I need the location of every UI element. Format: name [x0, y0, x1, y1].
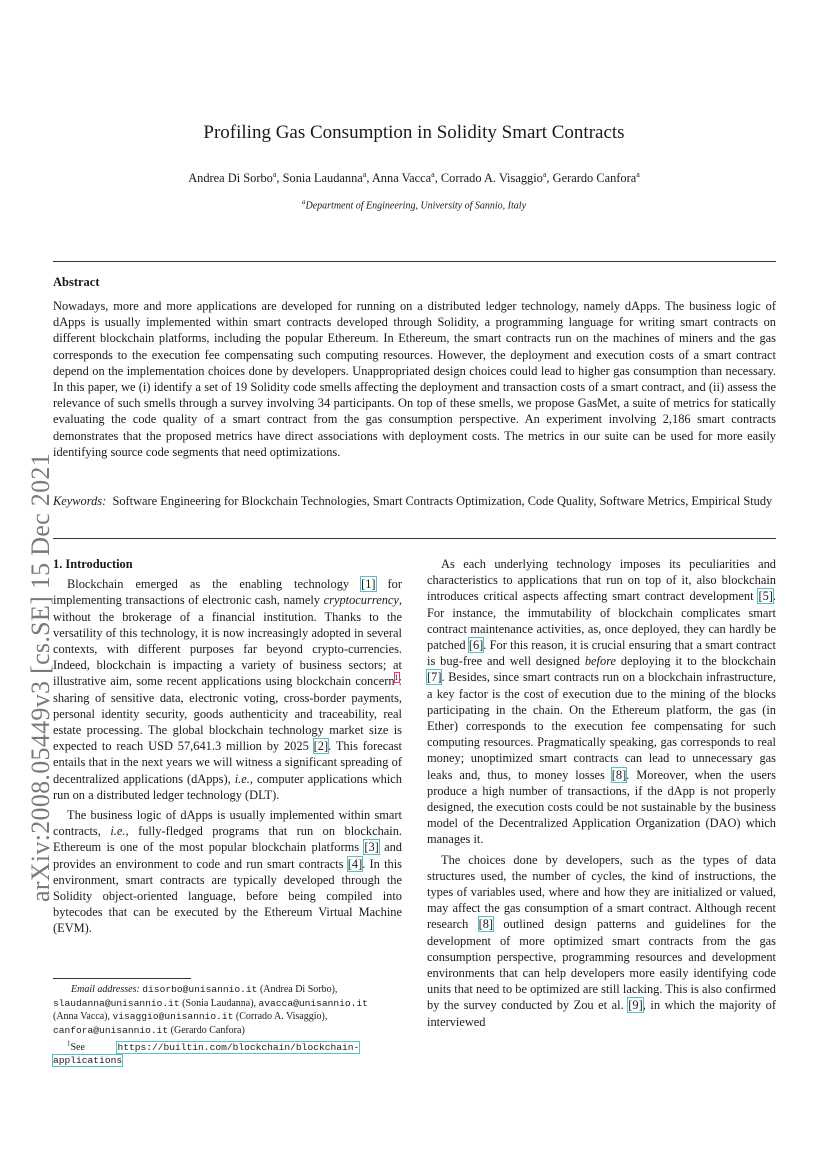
author-affil-mark: a — [272, 170, 277, 179]
paper-title: Profiling Gas Consumption in Solidity Smart Contracts — [203, 122, 625, 143]
citation-link[interactable]: [1] — [361, 577, 376, 592]
author-name: Gerardo Canfora — [552, 171, 637, 186]
citation-link[interactable]: [6] — [468, 638, 484, 653]
affiliation — [0, 198, 828, 211]
email-address[interactable]: avacca@unisannio.it — [258, 997, 368, 1009]
footnotes: Email addresses: disorbo@unisannio.it (Andrea Di Sorbo), slaudanna@unisannio.it (Sonia Laudanna), avacca@unisannio.it (Anna Vacca), visaggio@unisannio.it (Corrado A. Visaggio), canfora@unisannio.it (Gerardo Canfora) $^1$See https://builtin.com/blockchain/blockchain- applications — [53, 983, 402, 1068]
top-divider — [53, 261, 776, 262]
author-affil-mark: a — [542, 170, 547, 179]
body-divider — [53, 538, 776, 539]
abstract-text: Nowadays, more and more applications are developed for running on a distributed ledger technology, namely dApps. The business logic of dApps is usually implemented within smart contracts developed through Solidity, a programming language for writing smart contracts on different blockchain platforms, including the popular Ethereum. In Ethereum, the smart contracts run on the machines of miners and the gas corresponds to the execution fee compensating such computing resources. However, the deployment and execution costs of a smart contract depend on the implementation choices done by developers. Unappropriated design choices could lead to higher gas consumption than necessary. In this paper, we (i) identify a set of 19 Solidity code smells affecting the deployment and transaction costs of a smart contract, and (ii) assess the relevance of such smells through a survey involving 34 participants. On top of these smells, we propose GasMet, a suite of metrics for statically evaluating the code quality of a smart contract from the gas consumption perspective. An experiment involving 2,186 smart contracts demonstrates that the proposed metrics have direct associations with deployment costs. The metrics in our suite can be used for more easily identifying source code segments that need optimizations. — [53, 299, 776, 459]
citation-link[interactable]: [3] — [364, 840, 379, 855]
affiliation-mark: a — [301, 198, 306, 206]
left-column — [53, 556, 402, 937]
citation-link[interactable]: [8] — [478, 917, 494, 932]
citation-link[interactable]: [5] — [758, 589, 773, 604]
paragraph: As each underlying technology imposes its peculiarities and characteristics to applications that run on top of it, also blockchain introduces critical aspects affecting smart contract development [5]. For instance, the immutability of blockchain complicates smart contract maintenance activities, as, once deployed, they can hardly be patched [6]. For this reason, it is crucial ensuring that a smart contract is bug-free and well designed before deploying it to the blockchain [7]. Besides, since smart contracts run on a blockchain infrastructure, a key factor is the cost of execution due to the mining of the blocks participating in the chain. On the Ethereum platform, the gas (in Ether) corresponds to the execution fee compensating for such computing resources. Pragmatically speaking, gas corresponds to real money; unoptimized smart contracts can lead to unnecessary gas leaks and, thus, to money losses [8]. Moreover, when the users produce a high number of transactions, if the dApp is not properly designed, the execution costs could be not sustainable by the business model of the Decentralized Application Organization (DAO) which manages it. — [427, 557, 776, 847]
footnote-1: $^1$See https://builtin.com/blockchain/blockchain- applications — [53, 1039, 360, 1067]
author-name: Andrea Di Sorbo — [188, 171, 273, 186]
citation-link[interactable]: [4] — [347, 856, 363, 871]
author-name: Corrado A. Visaggio — [440, 171, 543, 186]
citation-link[interactable]: [2] — [313, 739, 329, 754]
paragraph: Blockchain emerged as the enabling technology [1] for implementing transactions of electronic cash, namely cryptocurrency, without the brokerage of a financial institution. Thanks to the versatility of this technology, it is now increasingly adopted in several contexts, with different purposes far beyond crypto-currencies. Indeed, blockchain is impacting a variety of business sectors; at illustrative aim, some recent applications using blockchain concern$^1$: sharing of sensitive data, electronic voting, cross-border payments, personal identity security, goods authenticity and traceability, real estate processing. The global blockchain technology market size is expected to reach USD 57,641.3 million by 2025 [2]. This forecast entails that in the next years we will witness a significant spreading of decentralized applications (dApps), i.e., computer applications which run on a distributed ledger technology (DLT). — [53, 577, 403, 802]
footnote-url-continued[interactable]: applications — [53, 1055, 123, 1067]
keywords-label: Keywords: — [53, 494, 107, 508]
citation-link[interactable]: [7] — [427, 670, 442, 685]
keywords — [53, 493, 776, 509]
author-list: Andrea Di Sorbo$^a$, Sonia Laudanna$^a$, Anna Vacca$^a$, Corrado A. Visaggio$^a$, Gerardo Canfora$^a$ — [188, 170, 640, 186]
author-name: Anna Vacca — [371, 171, 432, 186]
author-affil-mark: a — [362, 170, 367, 179]
paragraph: The business logic of dApps is usually implemented within smart contracts, i.e., fully-fledged programs that run on blockchain. Ethereum is one of the most popular blockchain platforms [3] and provides an environment to code and run smart contracts [4]. In this environment, smart contracts are typically developed through the Solidity object-oriented language, before being compiled into bytecodes that can be executed by the Ethereum Virtual Machine (EVM). — [53, 808, 402, 936]
footnote-mark: 1 — [67, 1039, 71, 1048]
citation-link[interactable]: [8] — [611, 767, 627, 782]
citation-link[interactable]: [9] — [628, 998, 643, 1013]
arxiv-stamp[interactable]: arXiv:2008.05449v3 [cs.SE] 15 Dec 2021 — [26, 453, 55, 902]
email-address[interactable]: canfora@unisannio.it — [53, 1024, 169, 1036]
affiliation-text: Department of Engineering, University of Sannio, Italy — [305, 200, 527, 212]
section-heading: 1. Introduction — [53, 557, 133, 571]
abstract-heading: Abstract — [53, 275, 100, 289]
email-label: Email addresses: — [71, 984, 140, 995]
email-address[interactable]: slaudanna@unisannio.it — [53, 997, 180, 1009]
author-name: Sonia Laudanna — [282, 171, 363, 186]
footnote-divider — [53, 978, 191, 979]
email-address[interactable]: disorbo@unisannio.it — [142, 984, 258, 995]
footnote-link[interactable]: 1 — [394, 673, 399, 683]
keywords-text: Software Engineering for Blockchain Technologies, Smart Contracts Optimization, Code Quality, Software Metrics, Empirical Study — [112, 494, 773, 508]
paragraph: The choices done by developers, such as the types of data structures used, the number of cycles, the kind of instructions, the types of variables used, where and how they are initialized or valued, may affect the gas consumption of a smart contract. Although recent research [8] outlined design patterns and guidelines for the development of more optimized smart contracts from the gas consumption perspective, programming resources and development environments that can help developers more easily identifying code units that need to be optimized are still lacking. This is also confirmed by the survey conducted by Zou et al. [9], in which the majority of interviewed — [427, 852, 777, 1029]
author-affil-mark: a — [431, 170, 435, 179]
email-address[interactable]: visaggio@unisannio.it — [112, 1011, 234, 1023]
right-column — [427, 556, 776, 1030]
author-affil-mark: a — [636, 170, 640, 179]
footnote-url[interactable]: https://builtin.com/blockchain/blockchain- — [117, 1041, 360, 1053]
